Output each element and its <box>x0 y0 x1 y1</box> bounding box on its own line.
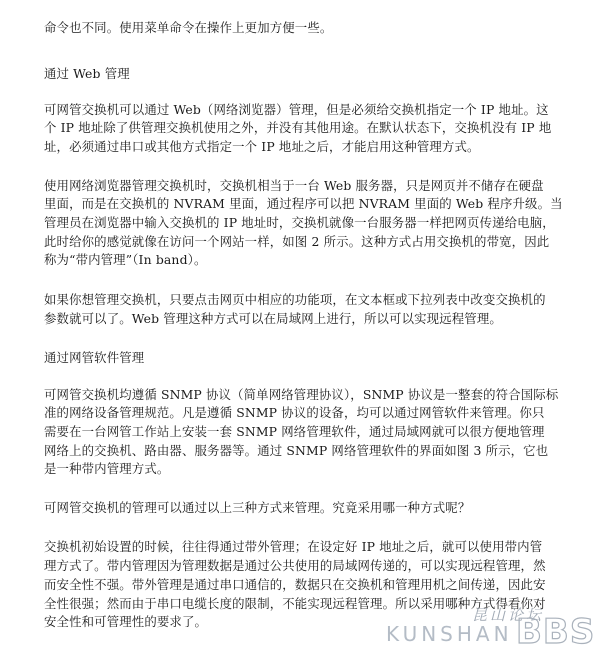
text-line: 交换机初始设置的时候，往往得通过带外管理；在设定好 IP 地址之后，就可以使用带内管 <box>44 539 543 554</box>
text-line: 命令也不同。使用菜单命令在操作上更加方便一些。 <box>44 20 333 35</box>
watermark-bbs-text: BBS <box>516 612 596 652</box>
text-line: 此时给你的感觉就像在访问一个网站一样，如图 2 所示。这种方式占用交换机的带宽，因此 <box>44 234 550 249</box>
text-line: 需要在一台网管工作站上安装一套 SNMP 网络管理软件，通过局域网就可以很方便地管理 <box>44 424 545 439</box>
text-line: 称为“带内管理”（In band）。 <box>44 252 207 267</box>
text-line: 可网管交换机均遵循 SNMP 协议（简单网络管理协议），SNMP 协议是一整套的符合国际标 <box>44 387 559 402</box>
text-line: 个 IP 地址除了供管理交换机使用之外，并没有其他用途。在默认状态下，交换机没有 IP 地 <box>44 120 552 135</box>
kunshan-bbs-watermark <box>386 604 596 652</box>
text-line: 理方式了。带内管理因为管理数据是通过公共使用的局域网传递的，可以实现远程管理，然 <box>44 558 546 573</box>
text-line: 址，必须通过串口或其他方式指定一个 IP 地址之后，才能启用这种管理方式。 <box>44 139 480 154</box>
text-line: 安全性和可管理性的要求了。 <box>44 614 208 629</box>
text-line: 管理员在浏览器中输入交换机的 IP 地址时，交换机就像一台服务器一样把网页传递给电脑， <box>44 215 555 230</box>
text-line: 如果你想管理交换机，只要点击网页中相应的功能项，在文本框或下拉列表中改变交换机的 <box>44 292 546 307</box>
section-heading-nms: 通过网管软件管理 <box>44 350 145 365</box>
text-line: 而安全性不强。带外管理是通过串口通信的，数据只在交换机和管理用机之间传递，因此安 <box>44 577 546 592</box>
text-line: 网络上的交换机、路由器、服务器等。通过 SNMP 网络管理软件的界面如图 3 所示，它也 <box>44 443 549 458</box>
section-heading-web: 通过 Web 管理 <box>44 66 130 81</box>
text-line: 里面，而是在交换机的 NVRAM 里面，通过程序可以把 NVRAM 里面的 Web 程序升级。当 <box>44 196 563 211</box>
text-line: 可网管交换机可以通过 Web（网络浏览器）管理，但是必须给交换机指定一个 IP 地址。这 <box>44 102 549 117</box>
watermark-english-text: KUNSHAN <box>386 622 513 646</box>
watermark-chinese-text: 昆山论坛 <box>472 606 545 624</box>
text-line: 可网管交换机的管理可以通过以上三种方式来管理。究竟采用哪一种方式呢？ <box>44 500 471 515</box>
text-line: 是一种带内管理方式。 <box>44 461 170 476</box>
text-line: 使用网络浏览器管理交换机时，交换机相当于一台 Web 服务器，只是网页并不储存在硬盘 <box>44 178 544 193</box>
text-line: 参数就可以了。Web 管理这种方式可以在局域网上进行，所以可以实现远程管理。 <box>44 311 502 326</box>
text-line: 准的网络设备管理规范。凡是遵循 SNMP 协议的设备，均可以通过网管软件来管理。你只 <box>44 405 545 420</box>
text-line: 全性很强；然而由于串口电缆长度的限制，不能实现远程管理。所以采用哪种方式得看你对 <box>44 596 546 611</box>
